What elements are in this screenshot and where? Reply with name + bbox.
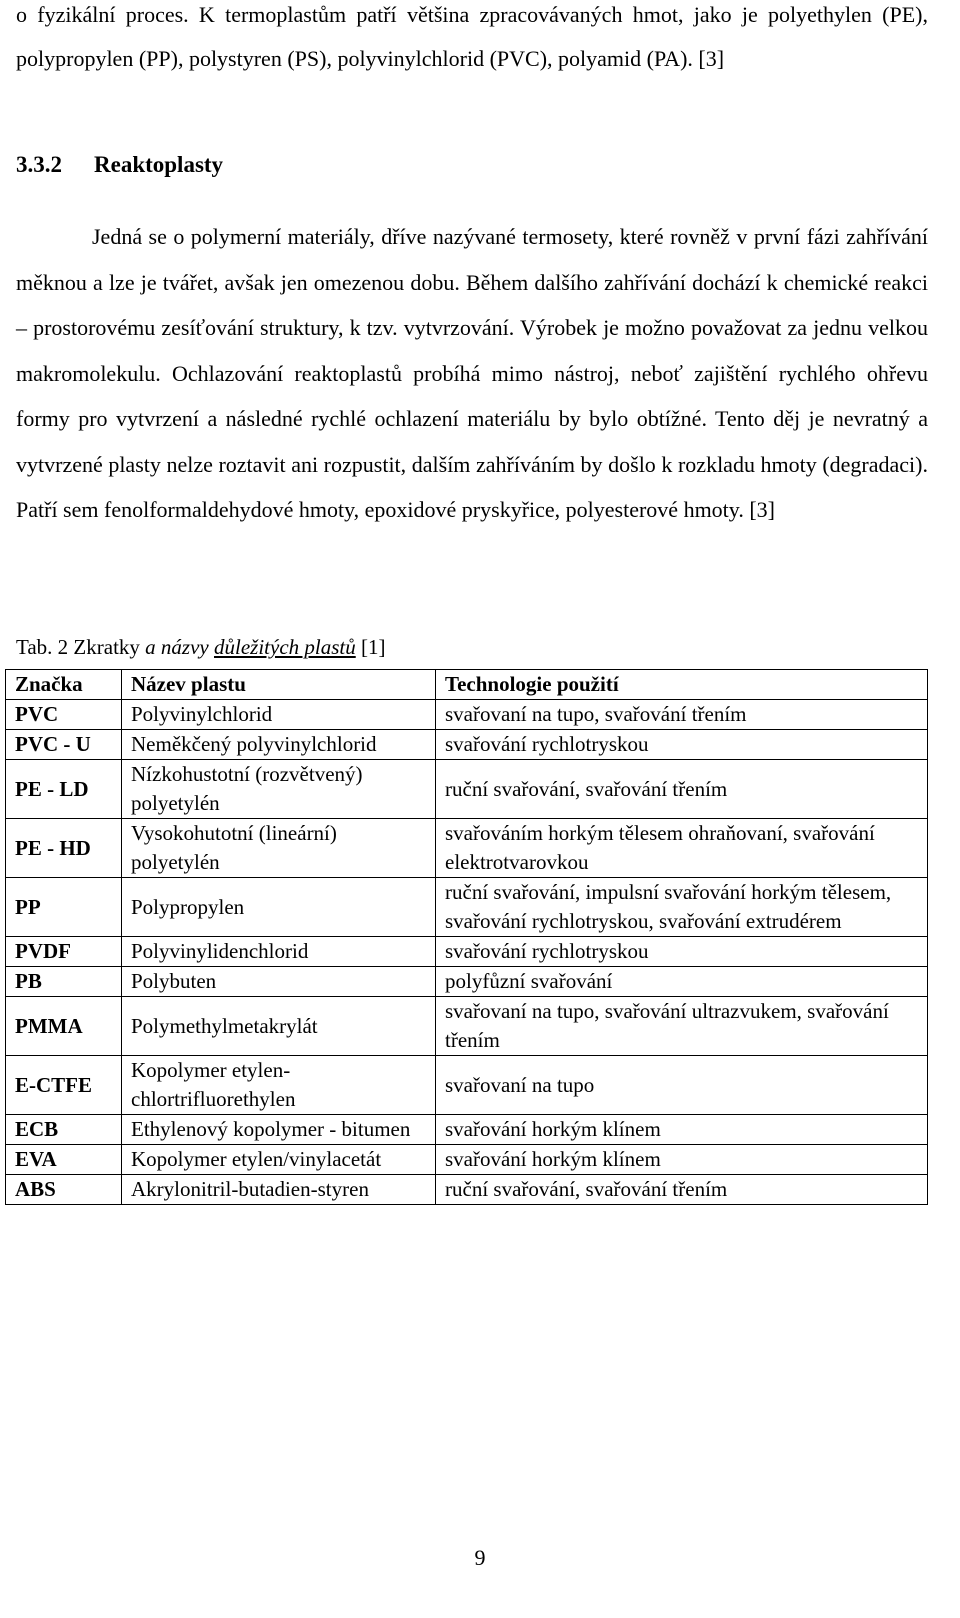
cell-name: Polyvinylchlorid bbox=[122, 700, 436, 730]
cell-name: Polybuten bbox=[122, 967, 436, 997]
cell-name: Ethylenový kopolymer - bitumen bbox=[122, 1115, 436, 1145]
header-code: Značka bbox=[6, 670, 122, 700]
cell-code: PP bbox=[6, 878, 122, 937]
table-row bbox=[6, 760, 928, 819]
cell-technology: svařovaní na tupo bbox=[436, 1056, 928, 1115]
section-heading bbox=[16, 152, 223, 178]
table-row bbox=[6, 937, 928, 967]
cell-technology: svařováním horkým tělesem ohraňovaní, svařování elektrotvarovkou bbox=[436, 819, 928, 878]
cell-technology: ruční svařování, impulsní svařování horkým tělesem, svařování rychlotryskou, svařování extrudérem bbox=[436, 878, 928, 937]
table-caption bbox=[16, 635, 385, 660]
page-number: 9 bbox=[474, 1545, 486, 1570]
cell-code: ECB bbox=[6, 1115, 122, 1145]
table-header-row bbox=[6, 670, 928, 700]
cell-code: EVA bbox=[6, 1145, 122, 1175]
table-body bbox=[6, 700, 928, 1205]
cell-name: Akrylonitril-butadien-styren bbox=[122, 1175, 436, 1205]
table-row bbox=[6, 997, 928, 1056]
cell-code: E-CTFE bbox=[6, 1056, 122, 1115]
caption-prefix: Tab. 2 Zkratky bbox=[16, 635, 146, 659]
table-row bbox=[6, 730, 928, 760]
table-row bbox=[6, 700, 928, 730]
cell-technology: polyfůzní svařování bbox=[436, 967, 928, 997]
cell-technology: ruční svařování, svařování třením bbox=[436, 1175, 928, 1205]
cell-code: PB bbox=[6, 967, 122, 997]
cell-technology: svařovaní na tupo, svařování třením bbox=[436, 700, 928, 730]
caption-italic: a názvy bbox=[145, 635, 214, 659]
cell-name: Vysokohutotní (lineární) polyetylén bbox=[122, 819, 436, 878]
cell-name: Neměkčený polyvinylchlorid bbox=[122, 730, 436, 760]
cell-code: PMMA bbox=[6, 997, 122, 1056]
table-row bbox=[6, 819, 928, 878]
cell-name: Polymethylmetakrylát bbox=[122, 997, 436, 1056]
cell-name: Kopolymer etylen/vinylacetát bbox=[122, 1145, 436, 1175]
cell-code: PE - HD bbox=[6, 819, 122, 878]
cell-name: Polyvinylidenchlorid bbox=[122, 937, 436, 967]
table-row bbox=[6, 1115, 928, 1145]
cell-name: Kopolymer etylen-chlortrifluorethylen bbox=[122, 1056, 436, 1115]
cell-name: Polypropylen bbox=[122, 878, 436, 937]
cell-technology: svařovaní na tupo, svařování ultrazvukem, svařování třením bbox=[436, 997, 928, 1056]
body-paragraph: Jedná se o polymerní materiály, dříve nazývané termosety, které rovněž v první fázi zahřívání měknou a lze je tvářet, avšak jen omezenou dobu. Během dalšího zahřívání dochází k chemické reakci – prostorovému zesíťování struktury, k tzv. vytvrzování. Výrobek je možno považovat za jednu velkou makromolekulu. Ochlazování reaktoplastů probíhá mimo nástroj, neboť zajištění rychlého ohřevu formy pro vytvrzení a následné rychlé ochlazení materiálu by bylo obtížné. Tento děj je nevratný a vytvrzené plasty nelze roztavit ani rozpustit, dalším zahříváním by došlo k rozkladu hmoty (degradaci). Patří sem fenolformaldehydové hmoty, epoxidové pryskyřice, polyesterové hmoty. [3] bbox=[16, 224, 928, 522]
cell-technology: svařování horkým klínem bbox=[436, 1145, 928, 1175]
intro-paragraph: o fyzikální proces. K termoplastům patří většina zpracovávaných hmot, jako je polyethylen (PE), polypropylen (PP), polystyren (PS), polyvinylchlorid (PVC), polyamid (PA). [3] bbox=[16, 2, 928, 71]
cell-code: PVC - U bbox=[6, 730, 122, 760]
section-title: Reaktoplasty bbox=[94, 152, 224, 177]
table-row bbox=[6, 878, 928, 937]
cell-technology: ruční svařování, svařování třením bbox=[436, 760, 928, 819]
caption-italic-underlined: důležitých plastů bbox=[214, 635, 356, 659]
cell-name: Nízkohustotní (rozvětvený) polyetylén bbox=[122, 760, 436, 819]
caption-suffix: [1] bbox=[355, 635, 386, 659]
table-row bbox=[6, 967, 928, 997]
cell-technology: svařování horkým klínem bbox=[436, 1115, 928, 1145]
table-row bbox=[6, 1175, 928, 1205]
cell-code: PE - LD bbox=[6, 760, 122, 819]
cell-technology: svařování rychlotryskou bbox=[436, 937, 928, 967]
section-number: 3.3.2 bbox=[16, 152, 62, 177]
header-name: Název plastu bbox=[122, 670, 436, 700]
cell-code: ABS bbox=[6, 1175, 122, 1205]
header-technology: Technologie použití bbox=[436, 670, 928, 700]
table-row bbox=[6, 1145, 928, 1175]
cell-code: PVC bbox=[6, 700, 122, 730]
table-row bbox=[6, 1056, 928, 1115]
cell-code: PVDF bbox=[6, 937, 122, 967]
cell-technology: svařování rychlotryskou bbox=[436, 730, 928, 760]
plastics-table bbox=[5, 669, 928, 1205]
